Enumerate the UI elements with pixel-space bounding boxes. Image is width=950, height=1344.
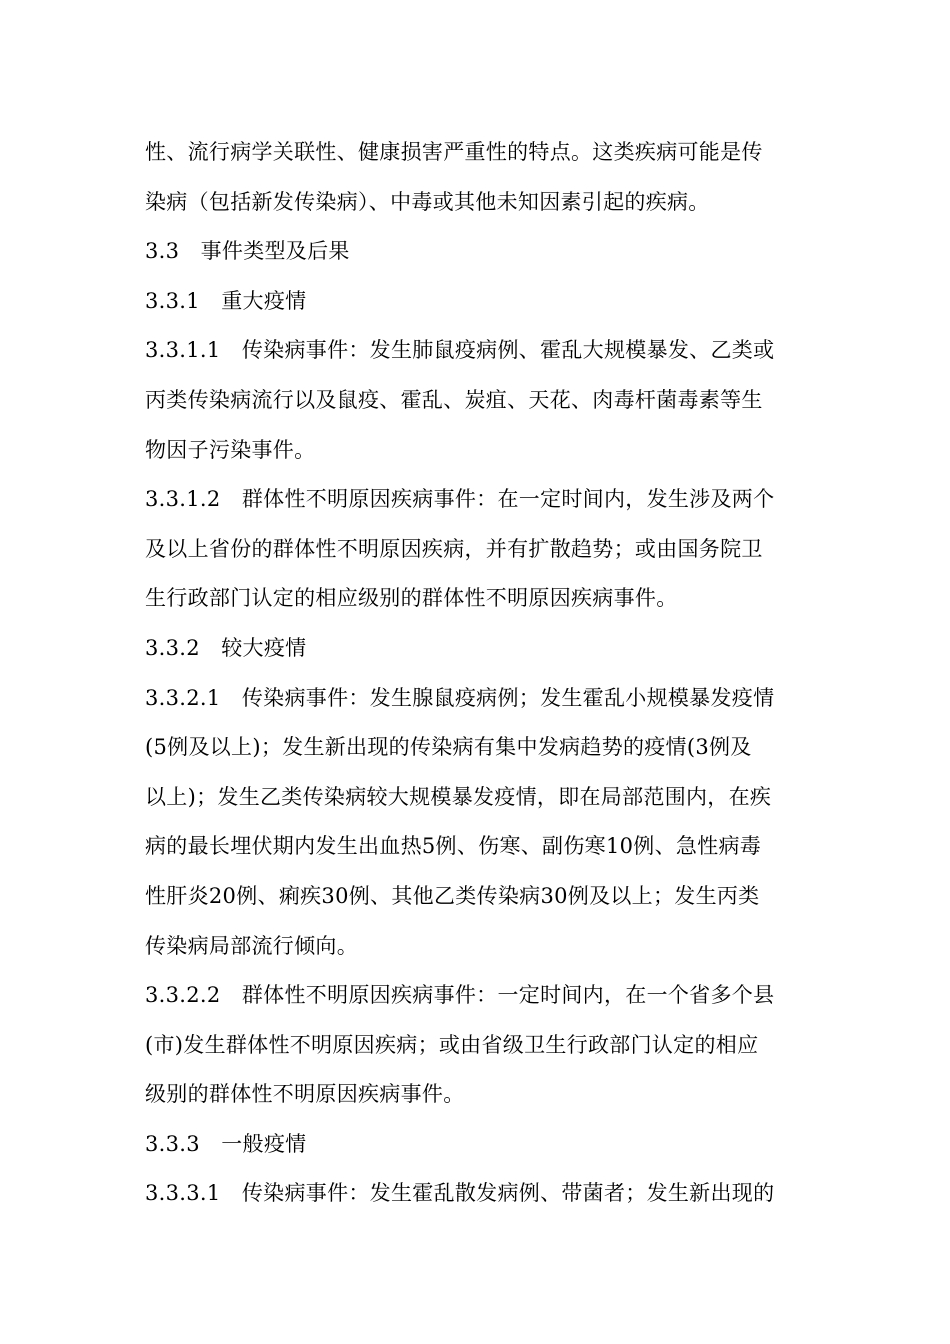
text-line: 传染病局部流行倾向。 bbox=[145, 933, 358, 958]
text-line: (5例及以上)；发生新出现的传染病有集中发病趋势的疫情(3例及 bbox=[145, 735, 752, 760]
document-body bbox=[145, 128, 810, 1219]
text-line: 丙类传染病流行以及鼠疫、霍乱、炭疽、天花、肉毒杆菌毒素等生 bbox=[145, 387, 763, 412]
subsection-heading: 3.3.3 一般疫情 bbox=[145, 1131, 307, 1156]
text-line: 性肝炎20例、痢疾30例、其他乙类传染病30例及以上；发生丙类 bbox=[145, 883, 760, 908]
text-line: 染病（包括新发传染病）、中毒或其他未知因素引起的疾病。 bbox=[145, 189, 710, 214]
text-line: 3.3.2.1 传染病事件：发生腺鼠疫病例；发生霍乱小规模暴发疫情 bbox=[145, 685, 775, 710]
text-line: 3.3.2.2 群体性不明原因疾病事件：一定时间内，在一个省多个县 bbox=[145, 983, 775, 1008]
section-heading: 3.3 事件类型及后果 bbox=[145, 239, 350, 264]
text-line: 级别的群体性不明原因疾病事件。 bbox=[145, 1082, 465, 1107]
text-line: 3.3.1.2 群体性不明原因疾病事件：在一定时间内，发生涉及两个 bbox=[145, 487, 775, 512]
text-line: 以上)；发生乙类传染病较大规模暴发疫情，即在局部范围内，在疾 bbox=[145, 784, 772, 809]
text-line: 生行政部门认定的相应级别的群体性不明原因疾病事件。 bbox=[145, 586, 678, 611]
text-line: 病的最长埋伏期内发生出血热5例、伤寒、副伤寒10例、急性病毒 bbox=[145, 834, 762, 859]
text-line: 性、流行病学关联性、健康损害严重性的特点。这类疾病可能是传 bbox=[145, 140, 763, 164]
subsection-heading: 3.3.2 较大疫情 bbox=[145, 635, 307, 660]
text-line: 物因子污染事件。 bbox=[145, 437, 316, 462]
text-line: (市)发生群体性不明原因疾病；或由省级卫生行政部门认定的相应 bbox=[145, 1032, 759, 1057]
subsection-heading: 3.3.1 重大疫情 bbox=[145, 288, 307, 313]
text-line: 及以上省份的群体性不明原因疾病，并有扩散趋势；或由国务院卫 bbox=[145, 536, 763, 561]
text-line: 3.3.1.1 传染病事件：发生肺鼠疫病例、霍乱大规模暴发、乙类或 bbox=[145, 338, 775, 363]
text-line: 3.3.3.1 传染病事件：发生霍乱散发病例、带菌者；发生新出现的 bbox=[145, 1181, 775, 1206]
